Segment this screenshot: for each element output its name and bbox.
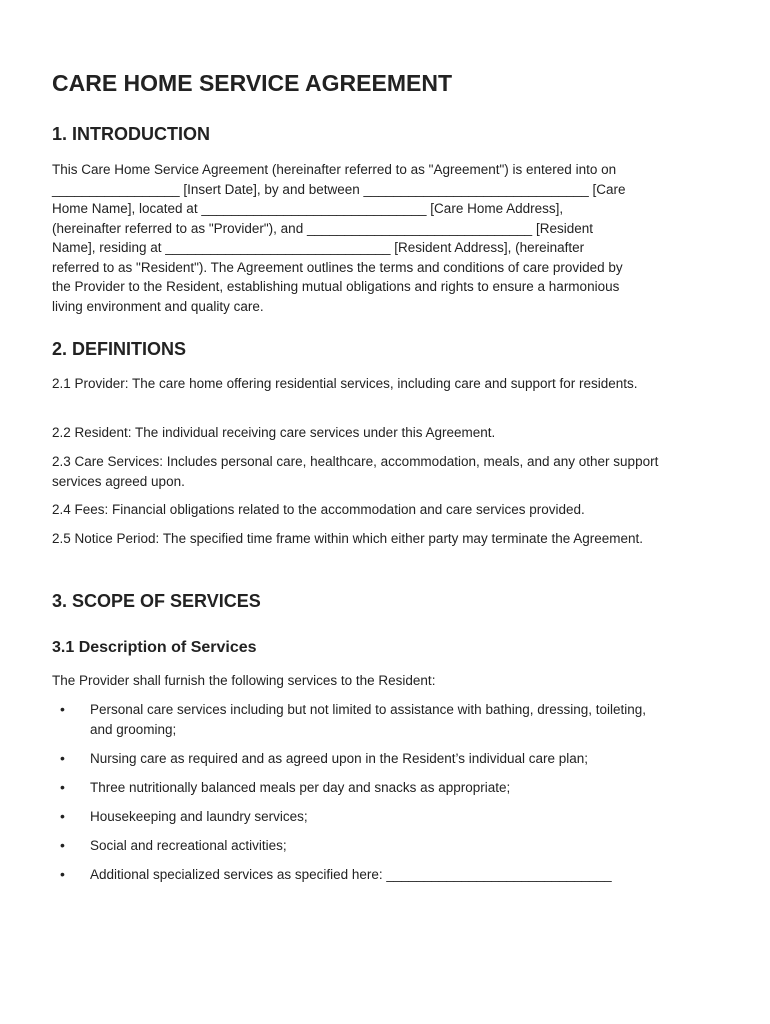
intro-line: Home Name], located at ______________________________ [Care Home Address],: [52, 201, 564, 216]
list-item: [52, 807, 720, 827]
intro-line: This Care Home Service Agreement (hereinafter referred to as "Agreement") is entered into on: [52, 162, 617, 177]
bullet-icon: •: [60, 836, 65, 853]
list-item: [52, 778, 720, 798]
list-item-text: Nursing care as required and as agreed upon in the Resident’s individual care plan;: [90, 750, 589, 766]
definitions-heading: 2. DEFINITIONS: [52, 339, 187, 359]
intro-line: the Provider to the Resident, establishing mutual obligations and rights to ensure a harmonious: [52, 279, 620, 294]
scope-heading: 3. SCOPE OF SERVICES: [52, 591, 261, 611]
bullet-icon: •: [60, 749, 65, 766]
intro-line: Name], residing at ______________________________ [Resident Address], (hereinafter: [52, 240, 585, 255]
list-item: [52, 836, 720, 856]
intro-line: (hereinafter referred to as "Provider"), and ______________________________ [Resident: [52, 220, 593, 236]
definition-notice-period: 2.5 Notice Period: The specified time frame within which either party may terminate the Agreement.: [52, 531, 644, 546]
definition-care-services: 2.3 Care Services: Includes personal care, healthcare, accommodation, meals, and any other support services agreed upon.: [52, 454, 659, 489]
services-list: [52, 700, 720, 894]
bullet-icon: •: [60, 807, 65, 824]
intro-line: _________________ [Insert Date], by and between ______________________________ [Care: [52, 181, 626, 197]
list-item-text: Three nutritionally balanced meals per day and snacks as appropriate;: [90, 779, 511, 795]
scope-subheading: 3.1 Description of Services: [52, 639, 257, 656]
scope-lead: The Provider shall furnish the following services to the Resident:: [52, 673, 436, 688]
list-item-text: Personal care services including but not limited to assistance with bathing, dressing, toileting, and grooming;: [90, 702, 647, 737]
list-item: [52, 865, 720, 885]
intro-heading: 1. INTRODUCTION: [52, 124, 211, 144]
definition-fees: 2.4 Fees: Financial obligations related to the accommodation and care services provided.: [52, 502, 585, 517]
list-item-text: Additional specialized services as specified here: ______________________________: [90, 866, 612, 882]
list-item: [52, 749, 720, 769]
bullet-icon: •: [60, 778, 65, 795]
bullet-icon: •: [60, 701, 65, 717]
list-item-text: Housekeeping and laundry services;: [90, 808, 308, 824]
intro-line: living environment and quality care.: [52, 298, 264, 314]
bullet-icon: •: [60, 865, 65, 882]
definition-resident: 2.2 Resident: The individual receiving care services under this Agreement.: [52, 425, 496, 440]
list-item-text: Social and recreational activities;: [90, 837, 287, 853]
definition-provider: 2.1 Provider: The care home offering residential services, including care and support for residents.: [52, 376, 638, 391]
document-title: CARE HOME SERVICE AGREEMENT: [52, 70, 452, 96]
list-item: [52, 700, 670, 739]
intro-paragraph: [52, 160, 720, 316]
intro-line: referred to as "Resident"). The Agreement outlines the terms and conditions of care provided by: [52, 259, 623, 275]
